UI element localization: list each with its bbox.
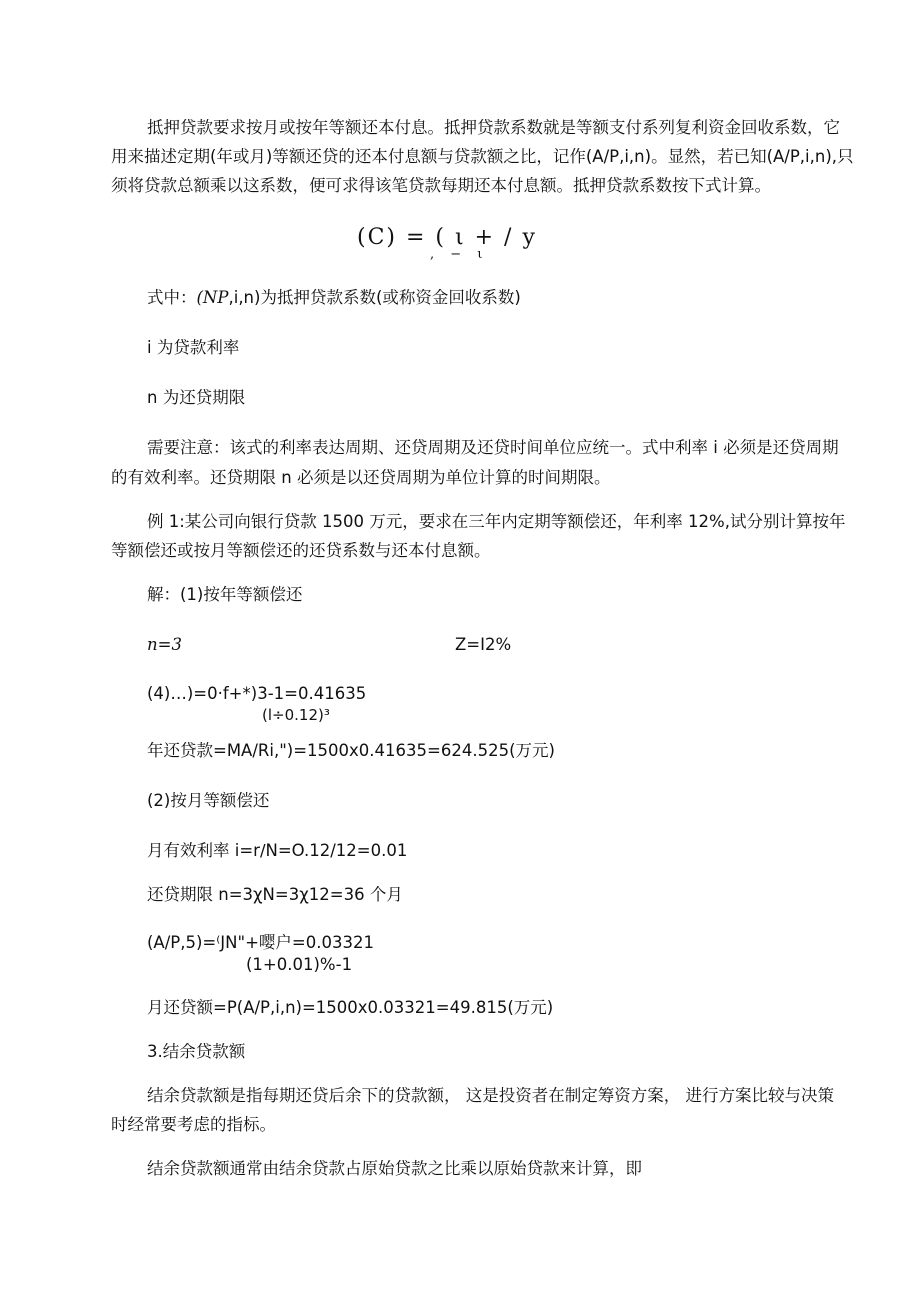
definition-loan-term: n 为还贷期限 (147, 388, 246, 407)
example-line-1: 例 1:某公司向银行贷款 1500 万元，要求在三年内定期等额偿还，年利率 12%,试分别计算按年 (147, 512, 846, 531)
loan-period: 还贷期限 n=3χN=3χ12=36 个月 (147, 885, 403, 904)
section-3-title: 3.结余贷款额 (147, 1042, 246, 1061)
example-line-2: 等额偿还或按月等额偿还的还贷系数与还本付息额。 (111, 541, 491, 560)
remaining-line-1: 结余贷款额是指每期还贷后余下的贷款额， 这是投资者在制定筹资方案， 进行方案比较与决策 (147, 1086, 834, 1105)
note-line-1: 需要注意：该式的利率表达周期、还贷周期及还贷时间单位应统一。式中利率 i 必须是还贷周期 (147, 438, 839, 457)
definition-interest-rate: i 为贷款利率 (147, 338, 240, 357)
definition-coefficient (147, 287, 521, 309)
annual-payment: 年还贷款=MA/Ri,")=1500x0.41635=624.525(万元) (147, 741, 555, 760)
part-2-title: (2)按月等额偿还 (147, 791, 270, 810)
paragraph-1-line-2: 用来描述定期(年或月)等额还贷的还本付息额与贷款额之比，记作(A/P,i,n)。显然，若已知(A/P,i,n),只 (111, 147, 854, 166)
calc-1-numerator: (4)…)=0·f+*)3-1=0.41635 (147, 684, 367, 703)
monthly-payment: 月还贷额=P(A/P,i,n)=1500x0.03321=49.815(万元) (147, 998, 554, 1017)
formula-subscript: , − ι (430, 247, 489, 262)
definition-prefix: 式中： (147, 288, 197, 307)
monthly-rate: 月有效利率 i=r∕N=O.12/12=0.01 (147, 841, 408, 860)
calc-2-numerator: (A/P,5)=⁽JN"+嘤户=0.03321 (147, 933, 374, 952)
note-line-2: 的有效利率。还贷期限 n 必须是以还贷周期为单位计算的时间期限。 (111, 468, 611, 487)
n-equation: n=3 (147, 635, 182, 654)
definition-rest: ,i,n)为抵押贷款系数(或称资金回收系数) (228, 288, 521, 307)
solution-title: 解：(1)按年等额偿还 (147, 585, 303, 604)
paragraph-1-line-1: 抵押贷款要求按月或按年等额还本付息。抵押贷款系数就是等额支付系列复利资金回收系数，它 (147, 118, 840, 137)
calc-1-denominator: (l÷0.12)³ (262, 706, 330, 724)
calc-2-denominator: (1+0.01)%-1 (246, 955, 353, 974)
remaining-line-2: 时经常要考虑的指标。 (111, 1115, 276, 1134)
z-equation: Z=I2% (455, 635, 512, 654)
paragraph-1-line-3: 须将贷款总额乘以这系数，便可求得该笔贷款每期还本付息额。抵押贷款系数按下式计算。 (111, 176, 771, 195)
definition-symbol: (NP (196, 288, 229, 307)
remaining-calc-intro: 结余贷款额通常由结余贷款占原始贷款之比乘以原始贷款来计算，即 (147, 1159, 642, 1178)
formula-main: (C) = ( ι + / y (357, 225, 537, 250)
